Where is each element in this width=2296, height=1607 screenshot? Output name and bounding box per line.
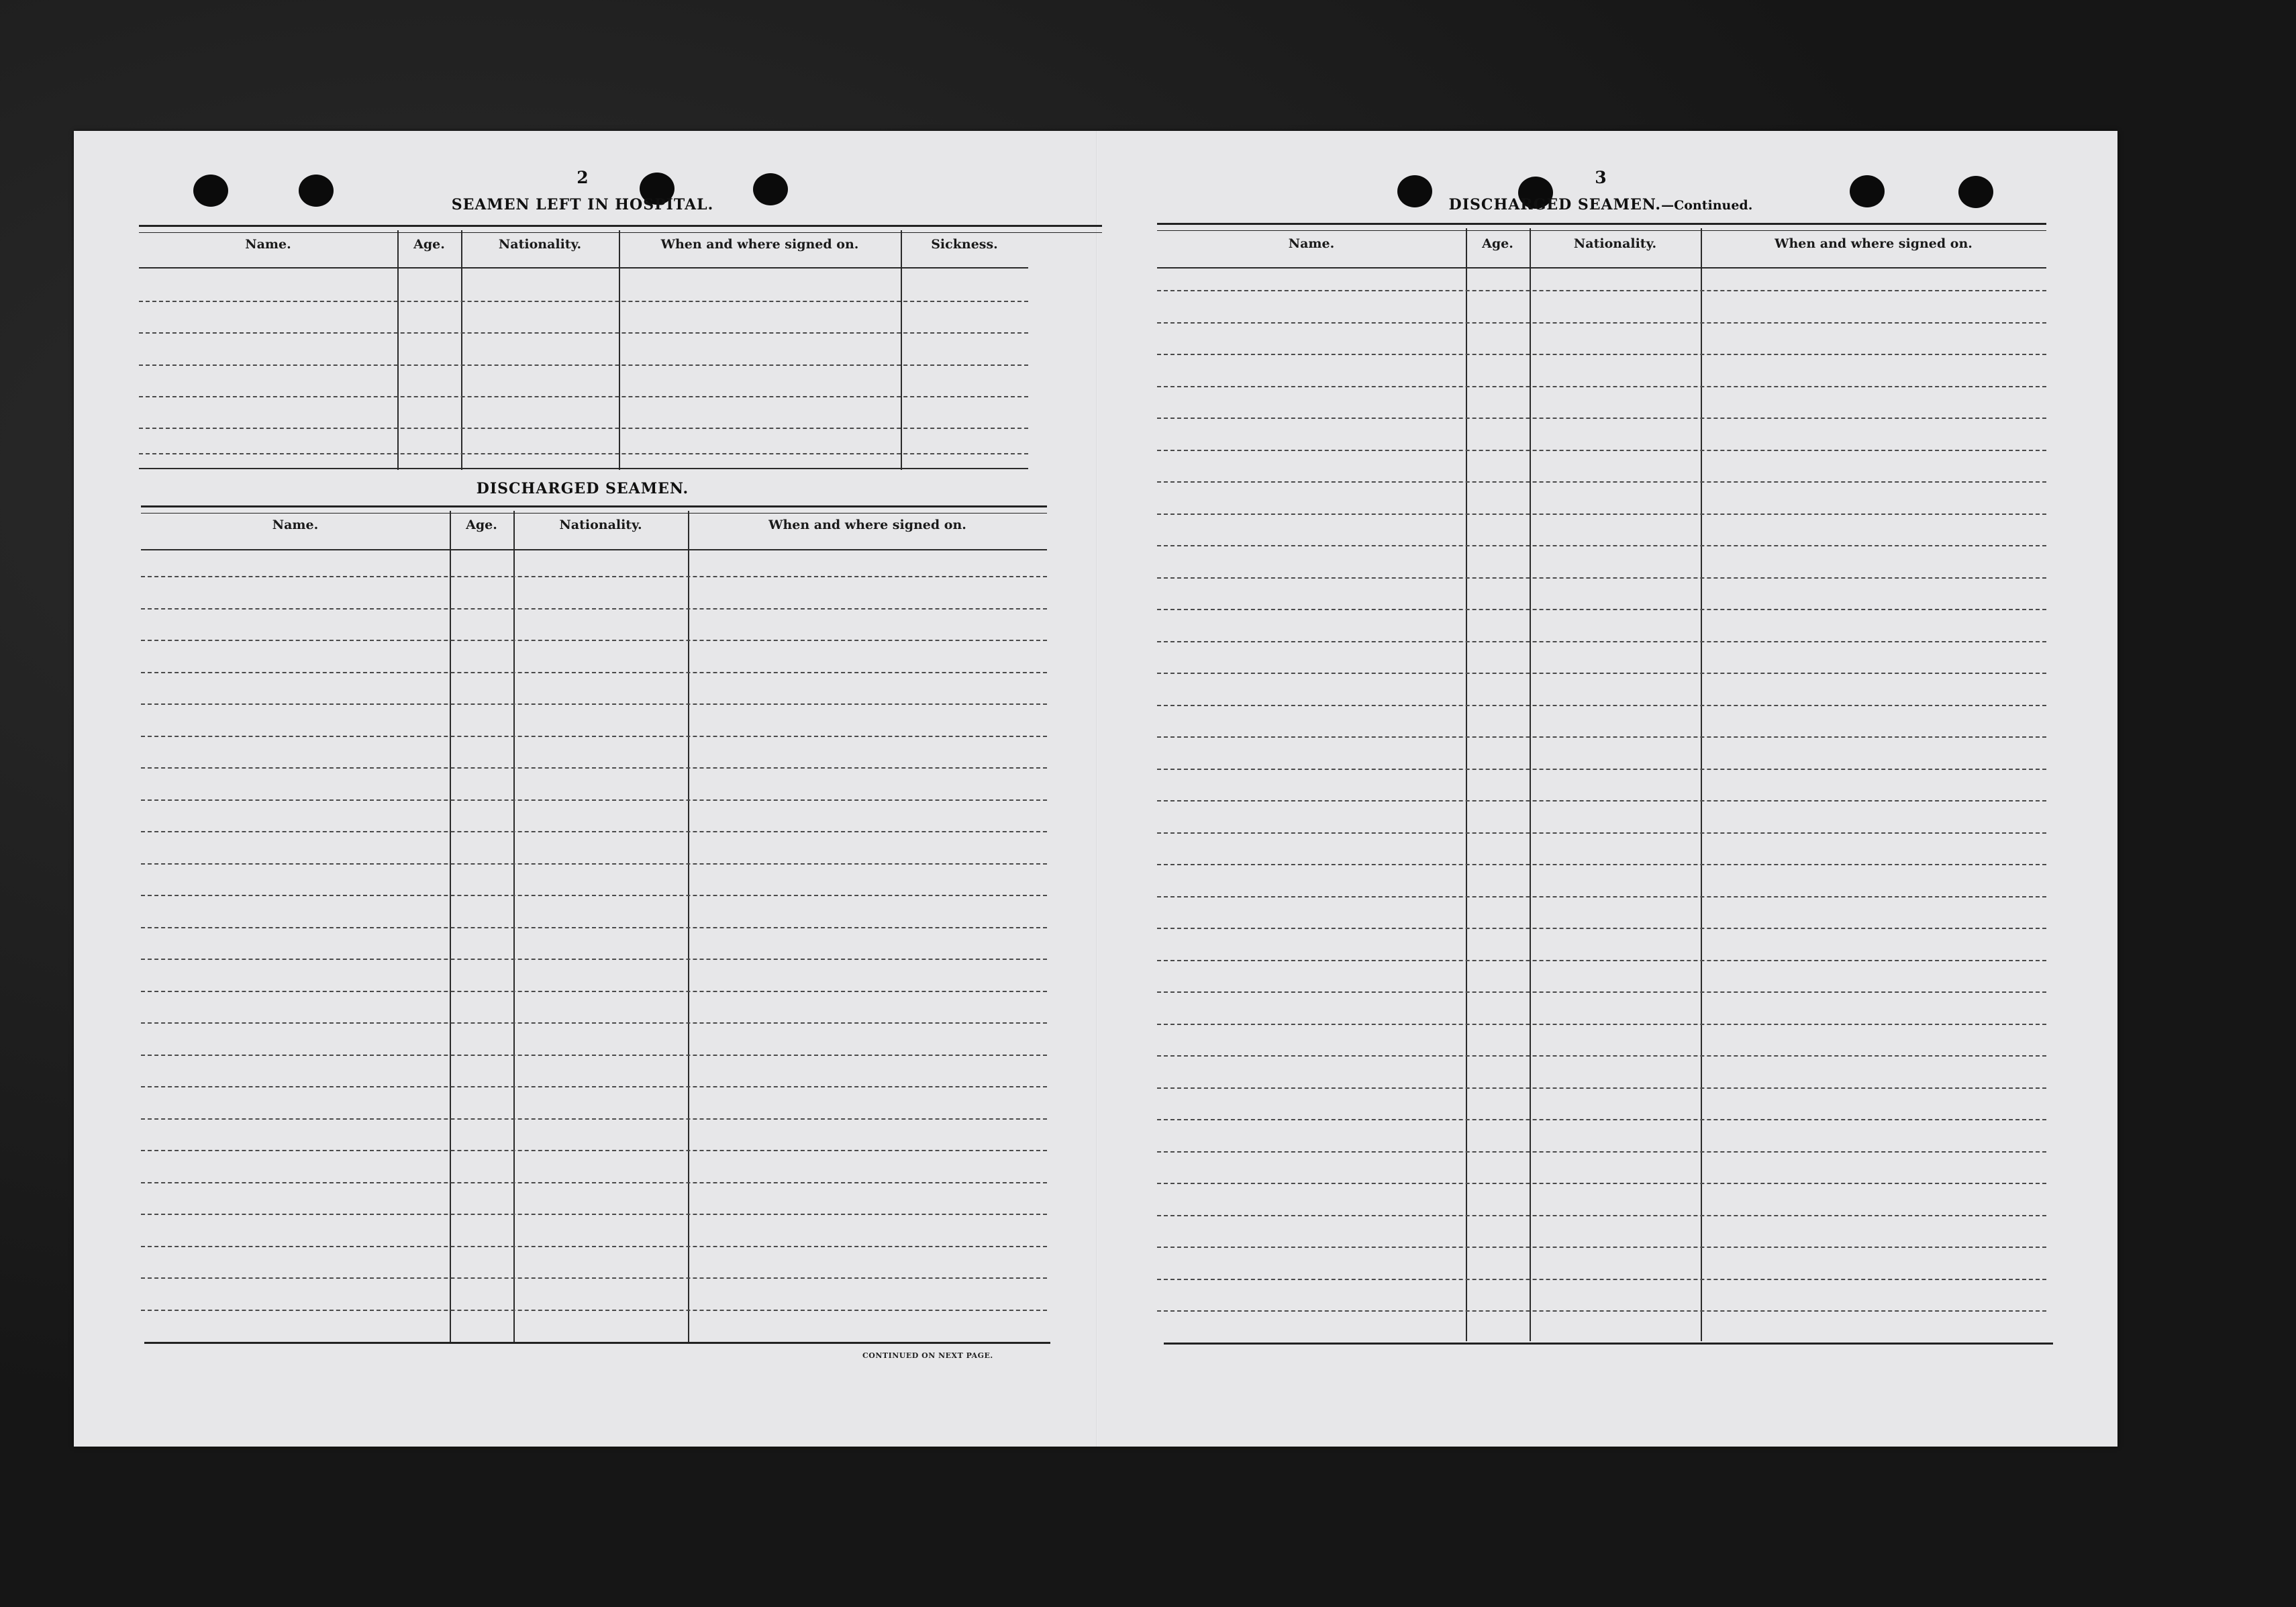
entry-row-line <box>1157 1055 2046 1057</box>
page-number-right: 3 <box>1595 168 1607 187</box>
discharged-continued-title <box>1449 196 1753 213</box>
table-top-rule <box>141 505 1047 514</box>
entry-row-line <box>141 799 1047 801</box>
section-title-text: DISCHARGED SEAMEN. <box>1448 196 1662 213</box>
column-separator <box>1701 228 1702 1341</box>
column-separator <box>901 230 902 470</box>
document-spread <box>74 131 2117 1447</box>
col-header-age: Age. <box>413 237 445 252</box>
hospital-table <box>139 225 1102 470</box>
entry-row-line <box>141 1182 1047 1183</box>
entry-row-line <box>1157 1183 2046 1184</box>
entry-row-line <box>1157 864 2046 865</box>
entry-row-line <box>1157 1151 2046 1153</box>
column-separator <box>397 230 399 470</box>
entry-row-line <box>139 428 1028 429</box>
table-bottom-rule <box>1164 1343 2053 1345</box>
header-underline <box>141 549 1047 550</box>
discharged-table-left <box>141 505 1107 1345</box>
col-header-name: Name. <box>272 518 319 532</box>
entry-row-line <box>141 1118 1047 1120</box>
table-top-rule <box>139 225 1102 233</box>
continued-footnote: CONTINUED ON NEXT PAGE. <box>862 1351 993 1360</box>
entry-row-line <box>141 640 1047 641</box>
entry-row-line <box>141 576 1047 577</box>
entry-row-line <box>141 1246 1047 1247</box>
entry-row-line <box>141 1150 1047 1151</box>
entry-row-line <box>1157 1024 2046 1025</box>
col-header-nationality: Nationality. <box>1573 236 1657 251</box>
binding-hole <box>1397 175 1432 207</box>
entry-row-line <box>141 1022 1047 1024</box>
table-bottom-rule <box>139 468 1028 469</box>
col-header-name: Name. <box>245 237 291 252</box>
entry-row-line <box>1157 705 2046 706</box>
column-separator <box>1530 228 1531 1341</box>
entry-row-line <box>139 364 1028 366</box>
binding-hole <box>299 175 334 207</box>
entry-row-line <box>141 703 1047 705</box>
entry-row-line <box>141 863 1047 865</box>
table-bottom-rule <box>144 1342 1050 1344</box>
entry-row-line <box>1157 960 2046 961</box>
header-underline <box>139 267 1028 269</box>
entry-row-line <box>1157 545 2046 546</box>
entry-row-line <box>1157 386 2046 387</box>
entry-row-line <box>141 1310 1047 1311</box>
entry-row-line <box>1157 450 2046 451</box>
entry-row-line <box>141 672 1047 673</box>
column-separator <box>461 230 462 470</box>
col-header-signed-on: When and where signed on. <box>768 518 966 532</box>
entry-row-line <box>139 332 1028 334</box>
entry-row-line <box>141 831 1047 832</box>
entry-row-line <box>141 895 1047 896</box>
col-header-age: Age. <box>1482 236 1513 251</box>
entry-row-line <box>1157 290 2046 291</box>
entry-row-line <box>141 767 1047 769</box>
entry-row-line <box>141 1277 1047 1279</box>
entry-row-line <box>1157 800 2046 801</box>
hospital-section-title: SEAMEN LEFT IN HOSPITAL. <box>451 196 714 213</box>
col-header-age: Age. <box>466 518 497 532</box>
column-separator <box>619 230 620 470</box>
binding-hole <box>1958 176 1993 208</box>
entry-row-line <box>141 1086 1047 1087</box>
col-header-name: Name. <box>1288 236 1335 251</box>
col-header-nationality: Nationality. <box>559 518 642 532</box>
entry-row-line <box>1157 991 2046 993</box>
binding-hole <box>1850 175 1885 207</box>
entry-row-line <box>141 736 1047 737</box>
column-separator <box>1466 228 1467 1341</box>
entry-row-line <box>139 453 1028 454</box>
entry-row-line <box>1157 514 2046 515</box>
entry-row-line <box>141 1055 1047 1056</box>
entry-row-line <box>1157 641 2046 642</box>
entry-row-line <box>1157 736 2046 738</box>
entry-row-line <box>1157 928 2046 929</box>
entry-row-line <box>139 396 1028 397</box>
entry-row-line <box>1157 1215 2046 1216</box>
discharged-section-title: DISCHARGED SEAMEN. <box>476 480 689 497</box>
col-header-sickness: Sickness. <box>931 237 998 252</box>
entry-row-line <box>1157 418 2046 419</box>
entry-row-line <box>139 301 1028 302</box>
col-header-nationality: Nationality. <box>498 237 582 252</box>
entry-row-line <box>1157 769 2046 770</box>
header-underline <box>1157 267 2046 269</box>
entry-row-line <box>141 959 1047 960</box>
entry-row-line <box>1157 896 2046 897</box>
entry-row-line <box>1157 673 2046 674</box>
entry-row-line <box>141 1214 1047 1215</box>
col-header-signed-on: When and where signed on. <box>660 237 859 252</box>
entry-row-line <box>1157 322 2046 324</box>
entry-row-line <box>1157 609 2046 610</box>
entry-row-line <box>141 991 1047 992</box>
entry-row-line <box>1157 1279 2046 1280</box>
entry-row-line <box>1157 354 2046 355</box>
entry-row-line <box>1157 481 2046 483</box>
col-header-signed-on: When and where signed on. <box>1775 236 1973 251</box>
entry-row-line <box>1157 577 2046 579</box>
page-number-left: 2 <box>577 168 589 187</box>
section-title-suffix: —Continued. <box>1661 198 1753 213</box>
binding-hole <box>193 175 228 207</box>
entry-row-line <box>141 927 1047 928</box>
binding-hole <box>753 173 788 205</box>
entry-row-line <box>1157 1087 2046 1089</box>
entry-row-line <box>1157 832 2046 834</box>
entry-row-line <box>1157 1310 2046 1312</box>
entry-row-line <box>1157 1247 2046 1248</box>
discharged-table-right <box>1157 223 2124 1344</box>
entry-row-line <box>141 608 1047 610</box>
table-top-rule <box>1157 223 2046 231</box>
entry-row-line <box>1157 1119 2046 1120</box>
